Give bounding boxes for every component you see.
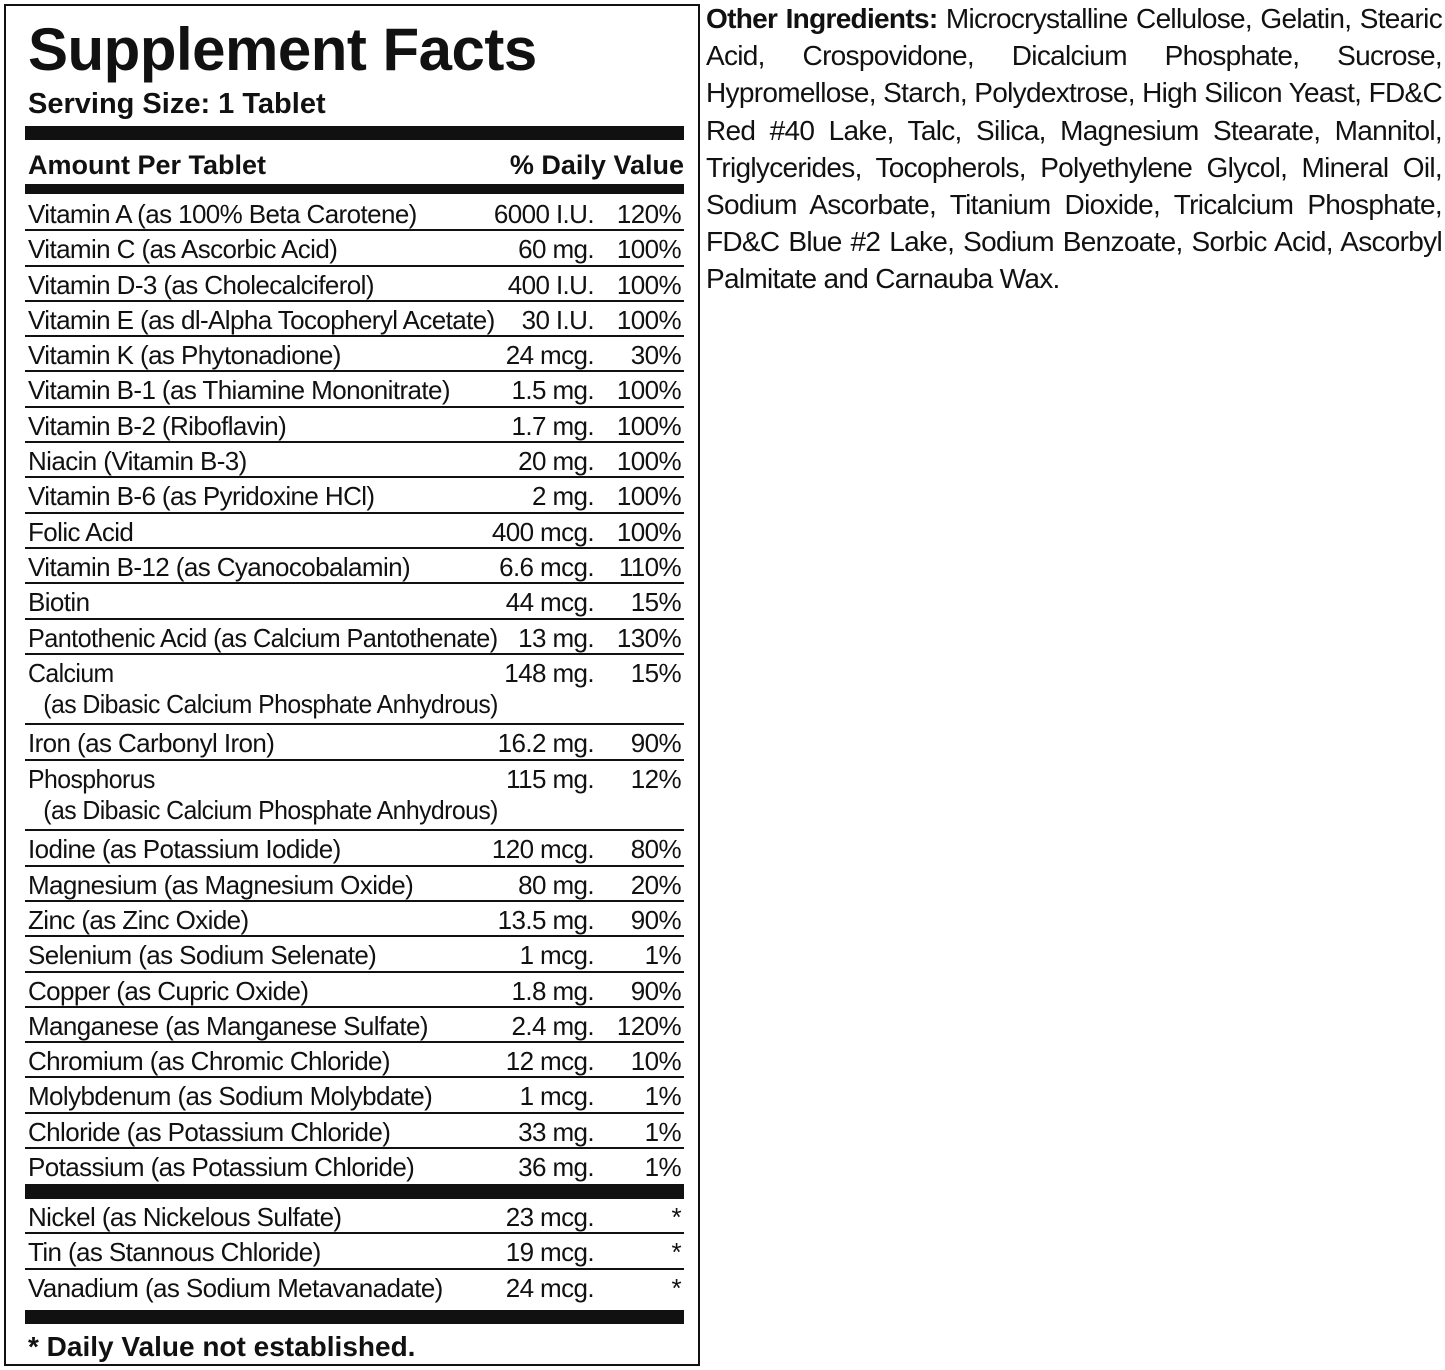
nutrient-row bbox=[25, 1043, 684, 1078]
nutrient-daily-value: 120% bbox=[616, 1010, 681, 1041]
nutrient-daily-value: 90% bbox=[630, 975, 681, 1006]
nutrient-row bbox=[25, 1114, 684, 1149]
nutrient-daily-value: 15% bbox=[630, 657, 681, 688]
nutrient-row bbox=[25, 1199, 684, 1234]
nutrient-daily-value: 30% bbox=[630, 340, 681, 371]
nutrient-daily-value: 80% bbox=[630, 834, 681, 865]
nutrient-daily-value: * bbox=[671, 1272, 681, 1303]
nutrient-amount: 1 mcg. bbox=[519, 940, 594, 971]
other-ingredients bbox=[706, 0, 1442, 298]
nutrient-daily-value: 15% bbox=[630, 587, 681, 618]
nutrient-daily-value: 1% bbox=[644, 1116, 681, 1147]
nutrient-daily-value: 110% bbox=[618, 551, 681, 582]
nutrient-name: Iodine (as Potassium Iodide) bbox=[28, 834, 341, 865]
nutrient-row bbox=[25, 725, 684, 760]
nutrient-name: Potassium (as Potassium Chloride) bbox=[28, 1152, 415, 1183]
nutrient-name: Phosphorus (as Dibasic Calcium Phosphate Anhydrous) bbox=[28, 763, 498, 825]
nutrient-row bbox=[25, 1078, 684, 1113]
nutrient-daily-value: 100% bbox=[616, 481, 681, 512]
nutrient-amount: 2.4 mg. bbox=[511, 1010, 594, 1041]
nutrient-amount: 13 mg. bbox=[518, 622, 594, 653]
nutrient-amount: 1.5 mg. bbox=[511, 375, 594, 406]
nutrient-name: Vitamin K (as Phytonadione) bbox=[28, 340, 341, 371]
nutrient-daily-value: 10% bbox=[630, 1046, 681, 1077]
nutrient-daily-value: 1% bbox=[644, 1152, 681, 1183]
nutrient-amount: 6.6 mcg. bbox=[499, 551, 594, 582]
nutrient-daily-value: 1% bbox=[644, 1081, 681, 1112]
nutrient-name: Tin (as Stannous Chloride) bbox=[28, 1237, 321, 1268]
nutrient-name: Niacin (Vitamin B-3) bbox=[28, 446, 247, 477]
nutrient-name: Vitamin B-2 (Riboflavin) bbox=[28, 410, 287, 441]
nutrient-row bbox=[25, 761, 684, 832]
nutrient-amount: 20 mg. bbox=[518, 446, 594, 477]
nutrient-name: Vitamin B-12 (as Cyanocobalamin) bbox=[28, 551, 411, 582]
nutrient-row bbox=[25, 443, 684, 478]
nutrient-row bbox=[25, 408, 684, 443]
nutrient-amount: 148 mg. bbox=[504, 657, 594, 688]
nutrient-daily-value: 90% bbox=[630, 728, 681, 759]
nutrient-source: (as Dibasic Calcium Phosphate Anhydrous) bbox=[43, 688, 498, 719]
nutrient-name: Vitamin E (as dl-Alpha Tocopheryl Acetate) bbox=[28, 304, 495, 335]
trace-nutrient-list bbox=[25, 1199, 684, 1305]
thick-rule-top bbox=[25, 126, 684, 140]
nutrient-amount: 12 mcg. bbox=[505, 1046, 594, 1077]
amount-per-tablet-header: Amount Per Tablet bbox=[28, 150, 267, 180]
nutrient-amount: 36 mg. bbox=[518, 1152, 594, 1183]
nutrient-amount: 6000 I.U. bbox=[493, 199, 594, 229]
nutrient-name: Magnesium (as Magnesium Oxide) bbox=[28, 869, 414, 900]
nutrient-row bbox=[25, 937, 684, 972]
nutrient-row bbox=[25, 549, 684, 584]
nutrient-row bbox=[25, 1149, 684, 1184]
nutrient-daily-value: 1% bbox=[644, 940, 681, 971]
nutrient-row bbox=[25, 831, 684, 866]
nutrient-name: Chloride (as Potassium Chloride) bbox=[28, 1116, 391, 1147]
nutrient-amount: 13.5 mg. bbox=[497, 904, 594, 935]
other-ingredients-text: Microcrystalline Cellulose, Gelatin, Stearic Acid, Crospovidone, Dicalcium Phosphate, Sucrose, Hypromellose, Starch, Polydextrose, High Silicon Yeast, FD&C Red #40 Lake, Talc, Silica, Magnesium Stearate, Mannitol, Triglycerides, Tocopherols, Polyethylene Glycol, Mineral Oil, Sodium Ascorbate, Titanium Dioxide, Tricalcium Phosphate, FD&C Blue #2 Lake, Sodium Benzoate, Sorbic Acid, Ascorbyl Palmitate and Carnauba Wax. bbox=[706, 3, 1442, 295]
nutrient-row bbox=[25, 231, 684, 266]
nutrient-row bbox=[25, 973, 684, 1008]
nutrient-name: Zinc (as Zinc Oxide) bbox=[28, 904, 249, 935]
nutrient-name: Molybdenum (as Sodium Molybdate) bbox=[28, 1081, 433, 1112]
nutrient-daily-value: 20% bbox=[630, 869, 681, 900]
nutrient-amount: 23 mcg. bbox=[505, 1202, 594, 1232]
nutrient-daily-value: * bbox=[671, 1202, 681, 1232]
nutrient-name: Selenium (as Sodium Selenate) bbox=[28, 940, 377, 971]
other-ingredients-label: Other Ingredients: bbox=[706, 3, 938, 34]
nutrient-name: Calcium (as Dibasic Calcium Phosphate Anhydrous) bbox=[28, 657, 498, 719]
nutrient-row bbox=[25, 655, 684, 726]
nutrient-row bbox=[25, 902, 684, 937]
nutrient-amount: 24 mcg. bbox=[505, 340, 594, 371]
nutrient-amount: 60 mg. bbox=[518, 234, 594, 265]
nutrient-amount: 400 mcg. bbox=[491, 516, 594, 547]
nutrient-name: Vitamin B-6 (as Pyridoxine HCl) bbox=[28, 481, 375, 512]
nutrient-row bbox=[25, 302, 684, 337]
nutrient-list bbox=[25, 196, 684, 1184]
nutrient-daily-value: 100% bbox=[616, 375, 681, 406]
nutrient-daily-value: 130% bbox=[616, 622, 681, 653]
nutrient-source: (as Dibasic Calcium Phosphate Anhydrous) bbox=[43, 794, 498, 825]
nutrient-amount: 16.2 mg. bbox=[497, 728, 594, 759]
nutrient-amount: 1.8 mg. bbox=[511, 975, 594, 1006]
nutrient-daily-value: 120% bbox=[616, 199, 681, 229]
nutrient-row bbox=[25, 1008, 684, 1043]
nutrient-amount: 1 mcg. bbox=[519, 1081, 594, 1112]
nutrient-daily-value: * bbox=[671, 1237, 681, 1268]
nutrient-row bbox=[25, 867, 684, 902]
nutrient-name: Vitamin B-1 (as Thiamine Mononitrate) bbox=[28, 375, 450, 406]
nutrient-row bbox=[25, 478, 684, 513]
daily-value-header: % Daily Value bbox=[509, 150, 684, 180]
nutrient-amount: 30 I.U. bbox=[521, 304, 594, 335]
nutrient-amount: 1.7 mg. bbox=[511, 410, 594, 441]
thick-rule-header bbox=[25, 184, 684, 194]
nutrient-daily-value: 100% bbox=[616, 446, 681, 477]
nutrient-name: Vanadium (as Sodium Metavanadate) bbox=[28, 1272, 443, 1303]
nutrient-amount: 2 mg. bbox=[531, 481, 594, 512]
facts-title: Supplement Facts bbox=[28, 16, 537, 83]
nutrient-daily-value: 100% bbox=[616, 410, 681, 441]
nutrient-daily-value: 90% bbox=[630, 904, 681, 935]
nutrient-name: Copper (as Cupric Oxide) bbox=[28, 975, 309, 1006]
nutrient-amount: 44 mcg. bbox=[505, 587, 594, 618]
daily-value-footnote: * Daily Value not established. bbox=[28, 1331, 416, 1362]
nutrient-name: Folic Acid bbox=[28, 516, 134, 547]
nutrient-daily-value: 100% bbox=[616, 516, 681, 547]
nutrient-amount: 120 mcg. bbox=[491, 834, 594, 865]
nutrient-name: Manganese (as Manganese Sulfate) bbox=[28, 1010, 428, 1041]
supplement-facts-panel bbox=[4, 4, 700, 1366]
nutrient-amount: 400 I.U. bbox=[507, 269, 594, 300]
nutrient-daily-value: 100% bbox=[616, 234, 681, 265]
nutrient-row bbox=[25, 267, 684, 302]
thick-rule-middle bbox=[25, 1184, 684, 1199]
nutrient-row bbox=[25, 337, 684, 372]
nutrient-row bbox=[25, 514, 684, 549]
nutrient-amount: 33 mg. bbox=[518, 1116, 594, 1147]
nutrient-row bbox=[25, 372, 684, 407]
nutrient-daily-value: 100% bbox=[616, 304, 681, 335]
nutrient-daily-value: 100% bbox=[616, 269, 681, 300]
nutrient-row bbox=[25, 620, 684, 655]
nutrient-row bbox=[25, 1234, 684, 1269]
nutrient-name: Vitamin D-3 (as Cholecalciferol) bbox=[28, 269, 374, 300]
nutrient-amount: 80 mg. bbox=[518, 869, 594, 900]
nutrient-name: Pantothenic Acid (as Calcium Pantothenate) bbox=[28, 622, 498, 653]
nutrient-row bbox=[25, 584, 684, 619]
nutrient-row bbox=[25, 1270, 684, 1305]
nutrient-name: Vitamin A (as 100% Beta Carotene) bbox=[28, 199, 417, 229]
nutrient-amount: 24 mcg. bbox=[505, 1272, 594, 1303]
column-header bbox=[28, 144, 684, 186]
nutrient-name: Biotin bbox=[28, 587, 90, 618]
nutrient-amount: 115 mg. bbox=[506, 763, 594, 794]
nutrient-name: Nickel (as Nickelous Sulfate) bbox=[28, 1202, 342, 1232]
serving-size: Serving Size: 1 Tablet bbox=[28, 88, 326, 120]
nutrient-daily-value: 12% bbox=[630, 763, 681, 794]
nutrient-name: Iron (as Carbonyl Iron) bbox=[28, 728, 275, 759]
thick-rule-bottom bbox=[25, 1310, 684, 1324]
nutrient-name: Chromium (as Chromic Chloride) bbox=[28, 1046, 390, 1077]
nutrient-name: Vitamin C (as Ascorbic Acid) bbox=[28, 234, 338, 265]
nutrient-amount: 19 mcg. bbox=[505, 1237, 594, 1268]
nutrient-row bbox=[25, 196, 684, 231]
